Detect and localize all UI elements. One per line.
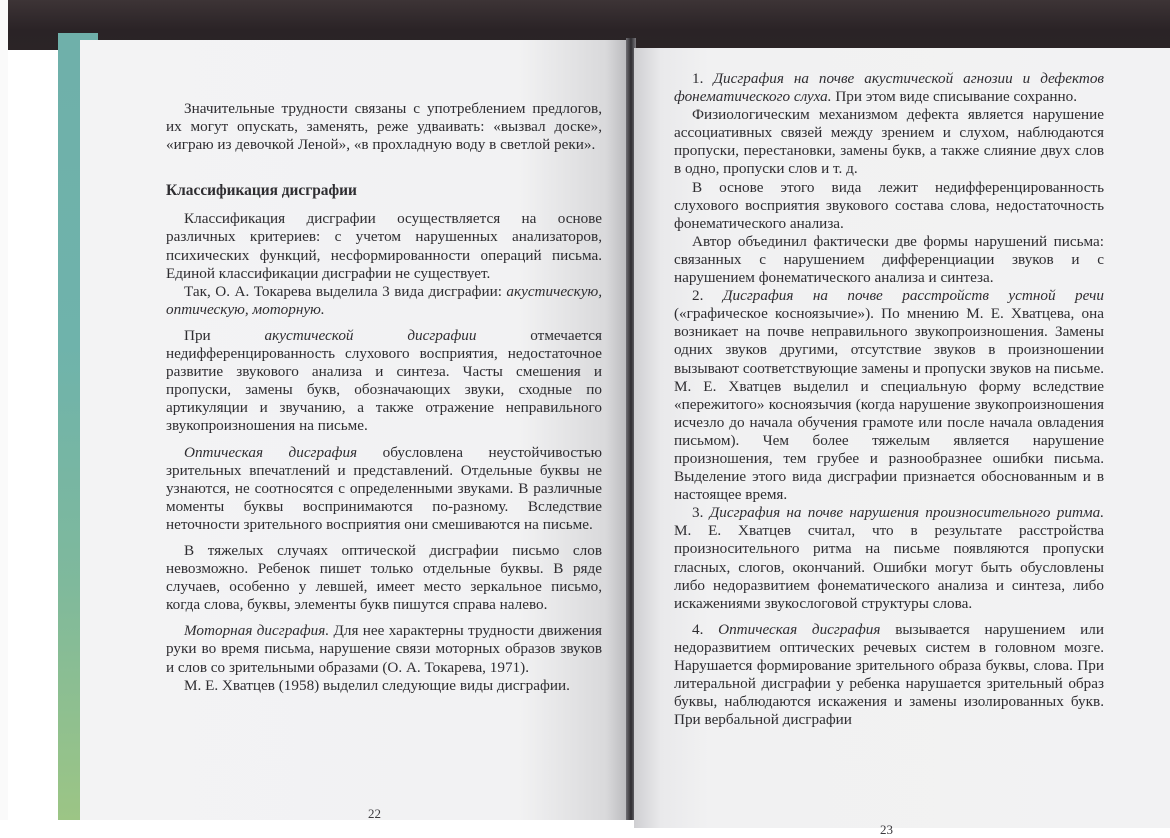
page-number-left: 22 <box>368 806 381 821</box>
page-number-right: 23 <box>880 822 893 837</box>
paragraph-khvatsev: М. Е. Хватцев (1958) выделил следующие виды дисграфии. <box>184 676 570 694</box>
left-page-text <box>166 100 602 695</box>
paragraph-prepositions: Значительные трудности связаны с употреблением предлогов, их могут опускать, заменять, реже удваивать: «вызвал доске», «играю из девочкой Леной», «в прохладную воду в светлой реки». <box>166 100 602 154</box>
paragraph-motor: Моторная дисграфия. Для нее характерны трудности движения руки во время письма, нарушение связи моторных образов звуков и слов со зрительными образами (О. А. Токарева, 1971). <box>166 622 602 676</box>
paragraph-physiology: Физиологическим механизмом дефекта является нарушение ассоциативных связей между зрением и слухом, наблюдаются пропуски, перестановки, замены букв, а также слияние двух слов в одно, пропуски слов и т. д. <box>674 106 1104 178</box>
paragraph-acoustic: При акустической дисграфии отмечается недифференцированность слухового восприятия, недостаточное развитие звукового анализа и синтеза. Часты смешения и пропуски, замены букв, обозначающих звуки, сходные по артикуляции и звучанию, а также отражение неправильного звукопроизношения на письме. <box>166 326 602 435</box>
right-page-text <box>674 70 1104 729</box>
paragraph-severe: В тяжелых случаях оптической дисграфии письмо слов невозможно. Ребенок пишет только отдельные буквы. В ряде случаев, особенно у левшей, имеет место зеркальное письмо, когда слова, буквы, элементы букв пишутся справа налево. <box>166 541 602 614</box>
section-heading: Классификация дисграфии <box>166 182 357 200</box>
paragraph-item-4: 4. Оптическая дисграфия вызывается нарушением или недоразвитием оптических речевых систем в головном мозге. Нарушается формирование зрительного образа буквы, слова. При литеральной дисграфии у ребенка нарушается зрительный образ буквы, наблюдаются искажения и замены изолированных букв. При вербальной дисграфии <box>674 620 1104 729</box>
right-page <box>634 48 1170 837</box>
paragraph-item-1: 1. Дисграфия на почве акустической агнозии и дефектов фонематического слуха. При этом виде списывание сохранно. <box>674 70 1105 106</box>
left-page <box>80 40 628 820</box>
paragraph-author: Автор объединил фактически две формы нарушений письма: связанных с нарушением дифференциации звуков и с нарушением фонематического анализа и синтеза. <box>674 232 1104 287</box>
paragraph-classification: Классификация дисграфии осуществляется на основе различных критериев: с учетом нарушенных анализаторов, психических функций, несформированности операций письма. Единой классификации дисграфии не существует. <box>166 210 602 282</box>
paragraph-tokareva: Так, О. А. Токарева выделила 3 вида дисграфии: акустическую, оптическую, моторную. <box>166 282 602 318</box>
scan-margin <box>0 0 8 820</box>
paragraph-item-3: 3. Дисграфия на почве нарушения произносительного ритма. М. Е. Хватцев считал, что в результате расстройства произносительного ритма на письме появляются пропуски гласных, слогов, окончаний. Ошибки могут быть обусловлены либо недоразвитием фонематического анализа и синтеза, либо искажениями звукослоговой структуры слова. <box>674 504 1105 612</box>
paragraph-item-2: 2. Дисграфия на почве расстройств устной речи («графическое косноязычие»). По мнению М. Е. Хватцева, она возникает на почве неправильного звукопроизношения. Замены одних звуков другими, отсутствие звуков в произношении вызывают соответствующие замены и пропуски звуков на письме. М. Е. Хватцев выделил и специальную форму вследствие «пережитого» косноязычия (когда нарушение звукопроизношения исчезло до начала обучения грамоте или после начала овладения письмом). Чем более тяжелым является нарушение произношения, тем грубее и разнообразнее ошибки письма. Выделение этого вида дисграфии признается обоснованным и в настоящее время. <box>674 287 1104 504</box>
paragraph-basis: В основе этого вида лежит недифференцированность слухового восприятия звукового состава слова, недостаточность фонематического анализа. <box>674 178 1104 232</box>
paragraph-optical: Оптическая дисграфия обусловлена неустойчивостью зрительных впечатлений и представлений. Отдельные буквы не узнаются, не соотносятся с определенными звуками. В различные моменты буквы воспринимаются по-разному. Вследствие неточности зрительного восприятия они смешиваются на письме. <box>166 443 602 533</box>
